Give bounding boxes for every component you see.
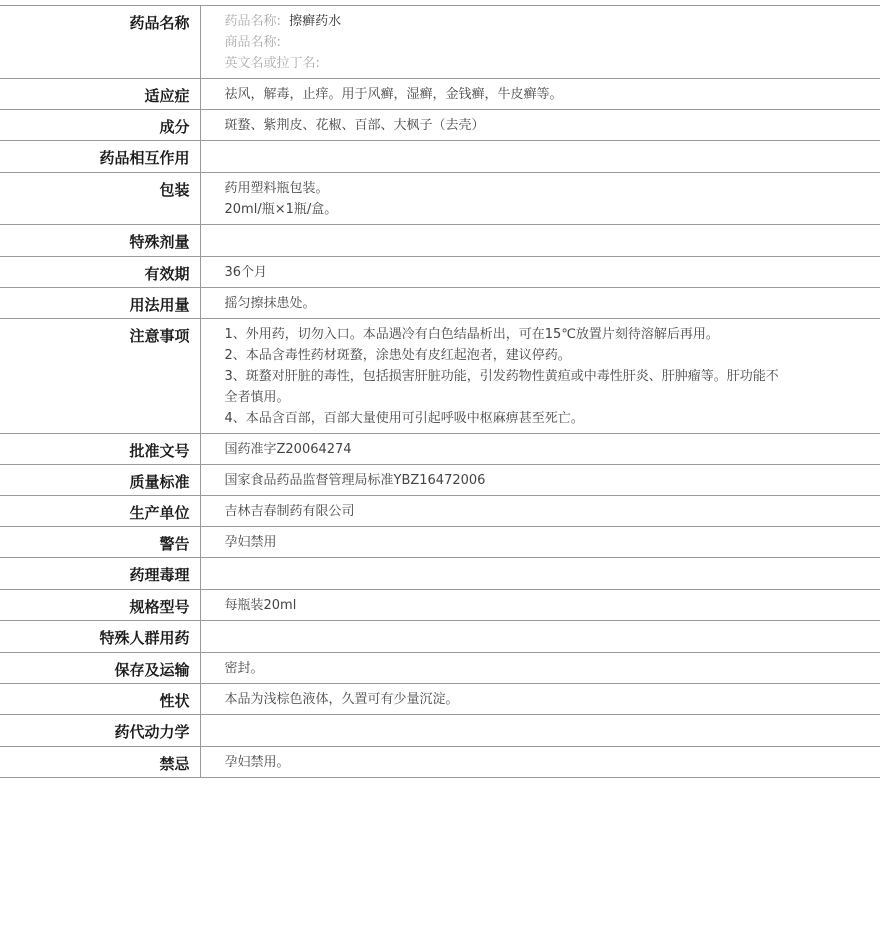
drug-info-table [0, 5, 880, 778]
table-row [0, 590, 880, 621]
row-label: 药理毒理 [0, 558, 200, 590]
row-value [200, 621, 880, 653]
row-label: 性状 [0, 684, 200, 715]
trade-name-line: 商品名称: [224, 35, 281, 50]
table-row [0, 141, 880, 173]
row-label: 特殊人群用药 [0, 621, 200, 653]
row-label: 保存及运输 [0, 653, 200, 684]
table-row [0, 6, 880, 79]
table-row [0, 715, 880, 747]
row-label: 药代动力学 [0, 715, 200, 747]
table-row [0, 684, 880, 715]
row-label: 包装 [0, 173, 200, 225]
table-row [0, 319, 880, 434]
row-label: 质量标准 [0, 465, 200, 496]
row-value: 密封。 [200, 653, 880, 684]
drug-name-line: 药品名称: 擦癣药水 [224, 14, 342, 29]
table-row [0, 79, 880, 110]
row-label: 药品相互作用 [0, 141, 200, 173]
latin-name-line: 英文名或拉丁名: [224, 56, 320, 71]
row-value [200, 319, 880, 434]
names-cell [200, 6, 880, 79]
row-label: 有效期 [0, 257, 200, 288]
row-label: 批准文号 [0, 434, 200, 465]
value-line: 4、本品含百部，百部大量使用可引起呼吸中枢麻痹甚至死亡。 [224, 411, 584, 426]
row-label: 用法用量 [0, 288, 200, 319]
table-row [0, 288, 880, 319]
row-label: 禁忌 [0, 747, 200, 778]
table-row [0, 558, 880, 590]
table-row [0, 621, 880, 653]
row-value: 本品为浅棕色液体，久置可有少量沉淀。 [200, 684, 880, 715]
value-line: 1、外用药，切勿入口。本品遇冷有白色结晶析出，可在15℃放置片刻待溶解后再用。 [224, 327, 719, 342]
row-value: 斑蝥、紫荆皮、花椒、百部、大枫子（去壳） [200, 110, 880, 141]
row-value: 祛风，解毒，止痒。用于风癣，湿癣，金钱癣，牛皮癣等。 [200, 79, 880, 110]
table-row [0, 225, 880, 257]
row-value: 国家食品药品监督管理局标准YBZ16472006 [200, 465, 880, 496]
row-label: 注意事项 [0, 319, 200, 434]
row-value [200, 173, 880, 225]
row-label: 生产单位 [0, 496, 200, 527]
row-label: 成分 [0, 110, 200, 141]
value-line: 药用塑料瓶包装。 [224, 181, 329, 196]
row-label: 警告 [0, 527, 200, 558]
table-row [0, 465, 880, 496]
table-row [0, 496, 880, 527]
row-value [200, 141, 880, 173]
row-value: 国药准字Z20064274 [200, 434, 880, 465]
table-row [0, 173, 880, 225]
row-label: 特殊剂量 [0, 225, 200, 257]
table-row [0, 434, 880, 465]
row-label: 适应症 [0, 79, 200, 110]
row-value: 每瓶装20ml [200, 590, 880, 621]
row-value: 36个月 [200, 257, 880, 288]
value-line: 3、斑蝥对肝脏的毒性，包括损害肝脏功能，引发药物性黄疸或中毒性肝炎、肝肿瘤等。肝功能不全者慎用。 [224, 369, 779, 405]
table-row [0, 110, 880, 141]
drug-info-sheet [0, 5, 880, 778]
row-label: 药品名称 [0, 6, 200, 79]
table-row [0, 527, 880, 558]
row-value [200, 558, 880, 590]
table-row [0, 747, 880, 778]
row-value: 吉林吉春制药有限公司 [200, 496, 880, 527]
row-label: 规格型号 [0, 590, 200, 621]
table-row [0, 653, 880, 684]
row-value [200, 715, 880, 747]
row-value: 孕妇禁用 [200, 527, 880, 558]
row-value: 摇匀擦抹患处。 [200, 288, 880, 319]
table-row [0, 257, 880, 288]
value-line: 20ml/瓶×1瓶/盒。 [224, 202, 338, 217]
value-line: 2、本品含毒性药材斑蝥，涂患处有皮红起泡者，建议停药。 [224, 348, 571, 363]
row-value: 孕妇禁用。 [200, 747, 880, 778]
row-value [200, 225, 880, 257]
